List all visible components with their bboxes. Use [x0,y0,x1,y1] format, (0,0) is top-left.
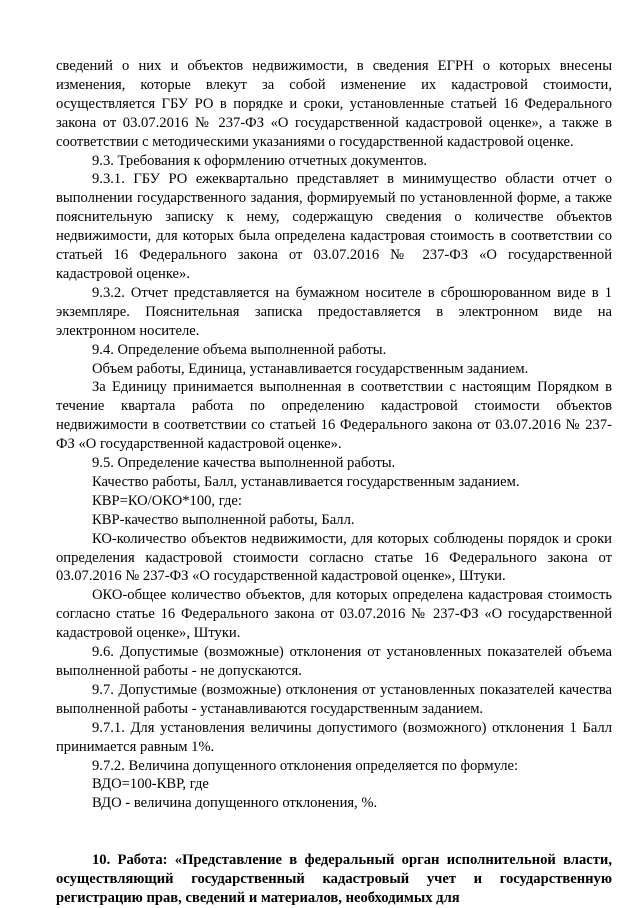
section-spacer [56,813,612,851]
definition-oko: ОКО-общее количество объектов, для которых определена кадастровая стоимость согласно статье 16 Федерального закона от 03.07.2016 № 237-ФЗ «О государственной кадастровой оценке», Штуки. [56,587,612,642]
paragraph-9-3-2: 9.3.2. Отчет представляется на бумажном носителе в сброшюрованном виде в 1 экземпляре. Пояснительная записка предоставляется в электронном виде на электронном носителе. [56,284,612,339]
paragraph-9-6: 9.6. Допустимые (возможные) отклонения от установленных показателей объема выполненной работы - не допускаются. [56,644,612,679]
definition-ko: КО-количество объектов недвижимости, для которых соблюдены порядок и сроки определения кадастровой стоимости согласно статье 16 Федерального закона от 03.07.2016 № 237-ФЗ «О государственной кадастровой оценке», Штуки. [56,530,612,585]
document-body [56,57,612,908]
paragraph-unit: За Единицу принимается выполненная в соответствии с настоящим Порядком в течение квартала работа по определению кадастровой стоимости объектов недвижимости в соответствии со статьей 16 Федерального закона от 03.07.2016 № 237-ФЗ «О государственной кадастровой оценке». [56,379,612,453]
paragraph-9-3-1: 9.3.1. ГБУ РО ежеквартально представляет в минимущество области отчет о выполнении государственного задания, формируемый по установленной форме, а также пояснительную записку к нему, содержащую сведения о количестве объектов недвижимости, для которых была определена кадастровая стоимость в соответствии со статьей 16 Федерального закона от 03.07.2016 № 237-ФЗ «О государственной кадастровой оценке». [56,171,612,282]
paragraph-9-3: 9.3. Требования к оформлению отчетных документов. [92,152,428,169]
paragraph-continuation: сведений о них и объектов недвижимости, в сведения ЕГРН о которых внесены изменения, которые влекут за собой изменение их кадастровой стоимости, осуществляется ГБУ РО в порядке и сроки, установленные статьей 16 Федерального закона от 03.07.2016 № 237-ФЗ «О государственной кадастровой оценке», а также в соответствии с методическими указаниями о государственной кадастровой оценке. [56,58,612,150]
paragraph-9-4: 9.4. Определение объема выполненной работы. [92,341,387,358]
paragraph-quality: Качество работы, Балл, устанавливается государственным заданием. [92,473,520,490]
formula-vdo: ВДО=100-КВР, где [92,776,209,793]
formula-kvr: КВР=КО/ОКО*100, где: [92,492,242,509]
definition-vdo: ВДО - величина допущенного отклонения, %. [92,795,378,812]
paragraph-9-7-1: 9.7.1. Для установления величины допустимого (возможного) отклонения 1 Балл принимается равным 1%. [56,719,612,755]
paragraph-9-7-2: 9.7.2. Величина допущенного отклонения определяется по формуле: [92,757,519,774]
paragraph-9-5: 9.5. Определение качества выполненной работы. [92,455,396,472]
paragraph-volume: Объем работы, Единица, устанавливается государственным заданием. [92,360,529,377]
definition-kvr: КВР-качество выполненной работы, Балл. [92,511,355,528]
section-10-heading: 10. Работа: «Представление в федеральный орган исполнительной власти, осуществляющий государственный кадастровый учет и государственную регистрацию прав, сведений и материалов, необходимых для [56,852,612,907]
paragraph-9-7: 9.7. Допустимые (возможные) отклонения от установленных показателей качества выполненной работы - устанавливаются государственным заданием. [56,681,612,717]
